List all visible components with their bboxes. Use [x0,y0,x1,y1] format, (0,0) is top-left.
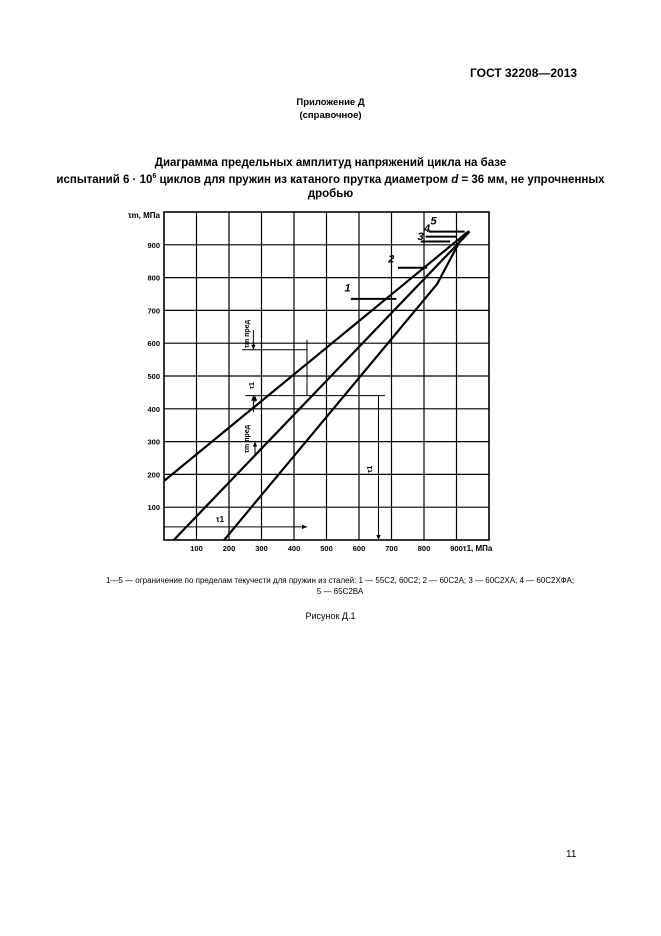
figure-caption-line2: 5 — 65С2ВА [316,587,364,596]
series-line-1 [164,232,468,481]
y-tick-label: 900 [147,240,160,250]
yield-limit-label-3: 3 [417,230,424,243]
y-axis-label: τm, МПа [128,211,160,220]
x-tick-label: 800 [417,544,431,553]
appendix-title: Приложение Д [296,97,365,108]
x-tick-label: 200 [222,544,236,553]
figure-title-part: = 36 мм, не упрочненных [458,173,605,186]
y-tick-label: 500 [147,372,160,381]
taum-upper-label: τm пред [244,319,252,349]
page-number: 11 [566,849,577,860]
taum-upper-arrow-top-head [251,345,255,350]
figure-number: Рисунок Д.1 [305,611,356,621]
yield-limit-label-4: 4 [424,222,431,235]
x-tick-label: 300 [255,544,268,553]
x-axis-label: τ1, МПа [463,544,493,553]
x-tick-label: 500 [320,544,333,553]
x-tick-label: 700 [385,544,398,553]
x-tick-label: 900 [450,544,463,553]
figure-caption-line1: 1—5 — ограничение по пределам текучести для пружин из сталей: 1 — 55С2, 60С2; 2 — 60С2А; 3 — 60С2ХА; 4 — 60С2ХФА; [105,576,575,585]
x-tick-label: 400 [287,544,301,553]
figure-title-part: циклов для пружин из катаного прутка диаметром [156,173,452,186]
series-line-3 [224,238,461,540]
yield-limit-label-2: 2 [388,253,395,266]
taum-lower-label: τm пред [244,424,252,454]
figure-title-exponent: 6 [152,173,157,180]
appendix-subtitle: (справочное) [299,110,362,121]
figure-title-line1: Диаграмма предельных амплитуд напряжений цикла на базе [154,157,507,169]
x-tick-label: 600 [352,544,366,553]
chart-yield-limits [345,215,465,299]
figure-title-part: испытаний 6 · 10 [56,173,153,186]
tau1-label-bottom: τ1 [216,514,225,524]
y-tick-label: 300 [147,437,160,447]
figure-title-variable: d [451,173,459,186]
y-tick-label: 400 [147,404,160,414]
yield-limit-label-1: 1 [344,282,351,295]
document-standard-number: ГОСТ 32208—2013 [470,66,578,80]
tau1-label-vertical: τ1 [367,465,374,473]
tau1-arrow-bottom-head [302,525,307,529]
y-tick-label: 100 [147,503,160,513]
y-tick-label: 200 [147,470,160,480]
y-tick-label: 800 [147,273,160,283]
tau1-label-left: τ1 [249,382,257,390]
figure-caption [60,575,620,597]
y-tick-label: 600 [147,339,160,349]
yield-limit-label-5: 5 [430,215,437,228]
taum-lower-arrow-bottom-head [253,442,257,447]
figure-title-line3: дробью [307,187,354,200]
x-tick-label: 100 [190,544,203,553]
y-tick-label: 700 [147,306,160,316]
